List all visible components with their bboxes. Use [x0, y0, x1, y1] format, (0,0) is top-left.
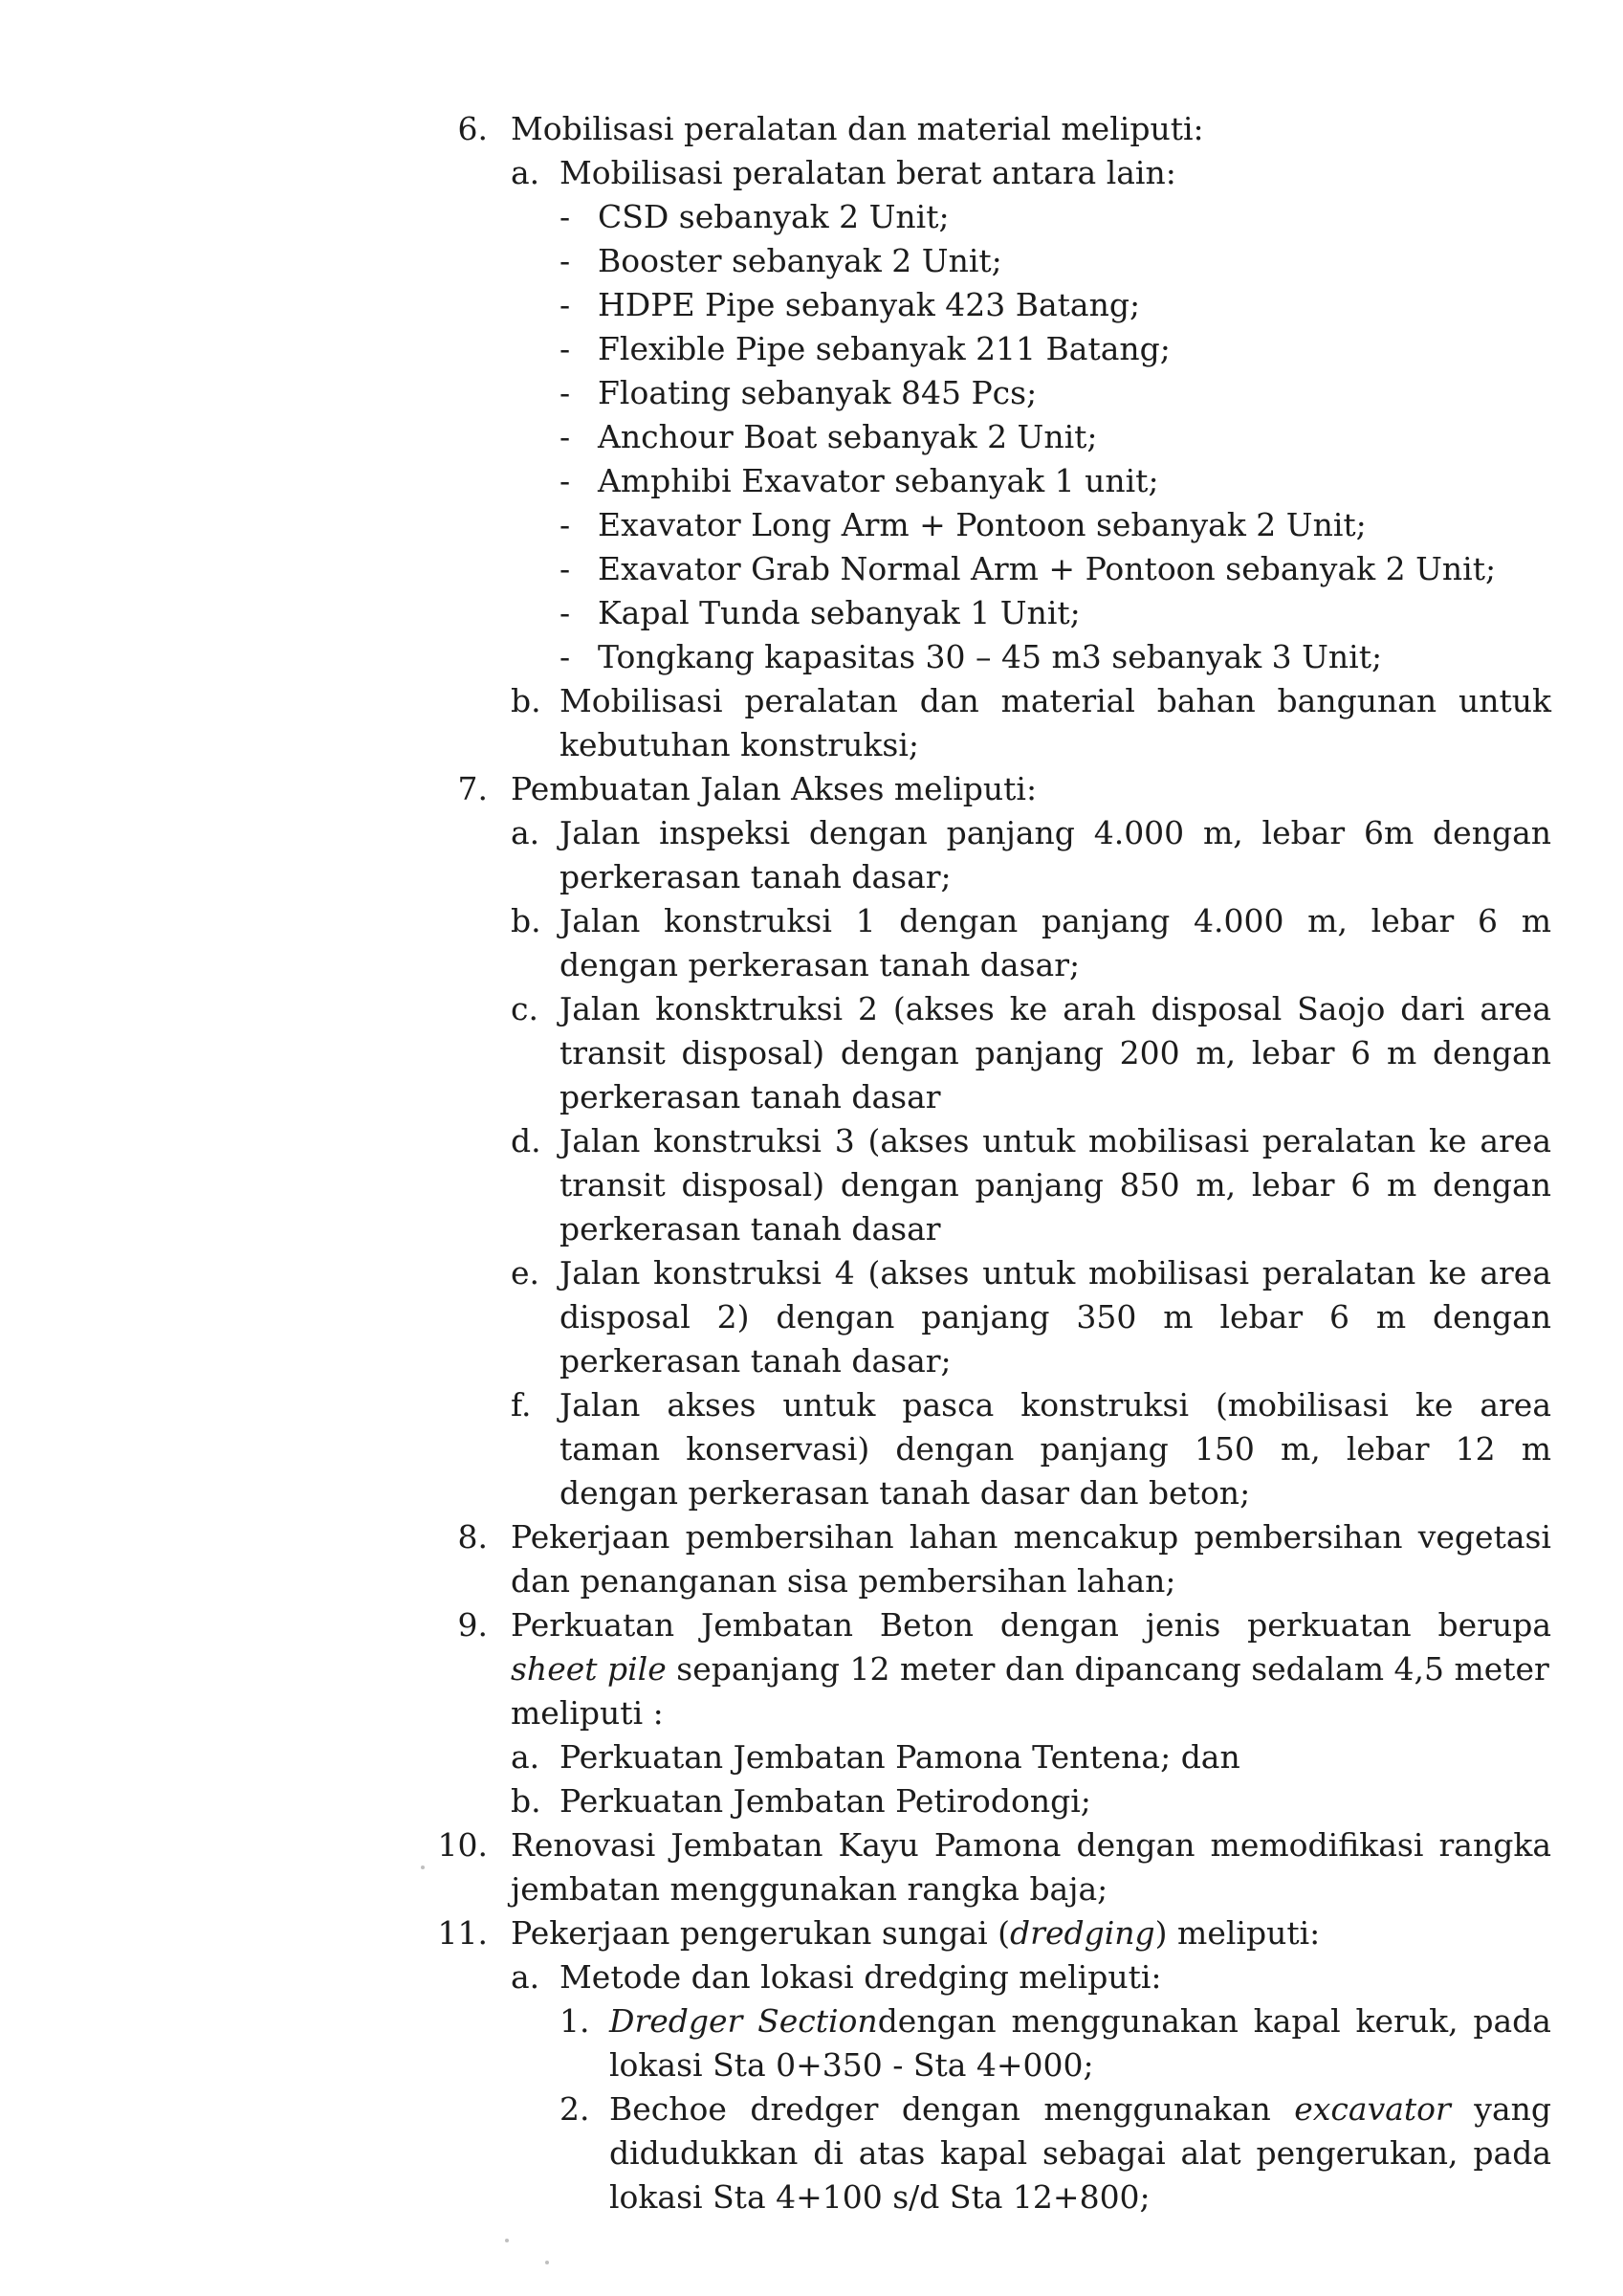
list-item: Floating sebanyak 845 Pcs; [598, 374, 1038, 411]
sub-item-text: Jalan konstruksi 3 (akses untuk mobilisasi peralatan ke area [559, 1122, 1551, 1159]
list-item: Booster sebanyak 2 Unit; [598, 242, 1002, 279]
list-item: Kapal Tunda sebanyak 1 Unit; [598, 594, 1081, 631]
list-dash: - [559, 550, 571, 587]
sub-sub-item-text: lokasi Sta 0+350 - Sta 4+000; [609, 2046, 1094, 2084]
sub-sub-item-number: 1. [559, 2002, 590, 2040]
list-dash: - [559, 594, 571, 631]
italic-term: sheet pile [511, 1650, 667, 1688]
sub-sub-item-text [609, 2087, 1551, 2131]
list-item: Amphibi Exavator sebanyak 1 unit; [598, 462, 1159, 499]
item-text: Perkuatan Jembatan Beton dengan jenis perkuatan berupa [511, 1606, 1551, 1644]
item-text: Renovasi Jembatan Kayu Pamona dengan memodifikasi rangka [511, 1826, 1551, 1864]
sub-item-text: Mobilisasi peralatan dan material bahan bangunan untuk [559, 682, 1551, 719]
sub-item-text: transit disposal) dengan panjang 200 m, lebar 6 m dengan [559, 1034, 1551, 1071]
item-text-rest: sepanjang 12 meter dan dipancang sedalam 4,5 meter [666, 1650, 1549, 1688]
sub-sub-item-text: didudukkan di atas kapal sebagai alat pengerukan, pada [609, 2134, 1551, 2172]
item-number: 7. [457, 770, 488, 807]
sub-item-text: perkerasan tanah dasar; [559, 1342, 952, 1380]
sub-item-text: Perkuatan Jembatan Petirodongi; [559, 1782, 1091, 1820]
sub-item-text: kebutuhan konstruksi; [559, 726, 920, 763]
sub-sub-item-pre: Bechoe dredger dengan menggunakan [609, 2090, 1295, 2128]
sub-item-text: transit disposal) dengan panjang 850 m, lebar 6 m dengan [559, 1166, 1551, 1203]
item-text: meliputi : [511, 1694, 664, 1732]
sub-sub-item-number: 2. [559, 2090, 590, 2128]
sub-item-label: a. [511, 814, 540, 851]
item-text-post: ) meliputi: [1154, 1914, 1321, 1952]
italic-term: Dredger Section [609, 2002, 878, 2040]
sub-item-text: perkerasan tanah dasar [559, 1078, 941, 1115]
sub-sub-item-text: lokasi Sta 4+100 s/d Sta 12+800; [609, 2178, 1151, 2216]
sub-item-text: Mobilisasi peralatan berat antara lain: [559, 154, 1176, 191]
item-text: dan penanganan sisa pembersihan lahan; [511, 1562, 1176, 1600]
sub-sub-item-text [609, 1999, 1551, 2043]
sub-item-text: Perkuatan Jembatan Pamona Tentena; dan [559, 1738, 1240, 1776]
item-text: Pekerjaan pembersihan lahan mencakup pembersihan vegetasi [511, 1518, 1551, 1556]
sub-item-label: e. [511, 1254, 540, 1292]
item-text-pre: Pekerjaan pengerukan sungai ( [511, 1914, 1011, 1952]
sub-item-text: Metode dan lokasi dredging meliputi: [559, 1958, 1162, 1996]
item-text: jembatan menggunakan rangka baja; [511, 1870, 1108, 1908]
sub-item-text: Jalan konstruksi 1 dengan panjang 4.000 m, lebar 6 m [559, 902, 1551, 939]
list-dash: - [559, 242, 571, 279]
item-number: 10. [437, 1826, 488, 1864]
sub-item-text: Jalan inspeksi dengan panjang 4.000 m, lebar 6m dengan [559, 814, 1551, 851]
item-number: 8. [457, 1518, 488, 1556]
scan-speck [505, 2239, 509, 2242]
list-item: Exavator Grab Normal Arm + Pontoon sebanyak 2 Unit; [598, 550, 1497, 587]
sub-item-text: taman konservasi) dengan panjang 150 m, lebar 12 m [559, 1430, 1551, 1468]
item-number: 11. [437, 1914, 488, 1952]
sub-item-label: d. [511, 1122, 541, 1159]
sub-item-text: Jalan konsktruksi 2 (akses ke arah disposal Saojo dari area [559, 990, 1551, 1027]
item-text: Mobilisasi peralatan dan material meliputi: [511, 110, 1204, 147]
sub-item-label: a. [511, 154, 540, 191]
italic-term: excavator [1294, 2090, 1451, 2128]
item-text [511, 1911, 1320, 1955]
sub-item-label: f. [511, 1386, 532, 1424]
list-item: Exavator Long Arm + Pontoon sebanyak 2 Unit; [598, 506, 1367, 543]
sub-item-label: b. [511, 682, 541, 719]
sub-item-label: c. [511, 990, 538, 1027]
sub-item-label: a. [511, 1958, 540, 1996]
list-dash: - [559, 638, 571, 675]
italic-term: dredging [1010, 1914, 1155, 1952]
list-item: CSD sebanyak 2 Unit; [598, 198, 950, 235]
list-dash: - [559, 330, 571, 367]
list-dash: - [559, 418, 571, 455]
list-item: Anchour Boat sebanyak 2 Unit; [598, 418, 1098, 455]
item-number: 6. [457, 110, 488, 147]
sub-sub-item-post: yang [1450, 2090, 1552, 2128]
sub-item-label: b. [511, 902, 541, 939]
list-dash: - [559, 286, 571, 323]
scan-speck [421, 1866, 425, 1869]
sub-item-text: Jalan akses untuk pasca konstruksi (mobilisasi ke area [559, 1386, 1551, 1424]
sub-item-text: dengan perkerasan tanah dasar dan beton; [559, 1474, 1251, 1512]
sub-item-label: a. [511, 1738, 540, 1776]
list-dash: - [559, 506, 571, 543]
item-text [511, 1647, 1549, 1691]
sub-item-text: perkerasan tanah dasar; [559, 858, 952, 895]
item-text: Pembuatan Jalan Akses meliputi: [511, 770, 1038, 807]
sub-sub-item-rest: dengan menggunakan kapal keruk, pada [877, 2002, 1551, 2040]
list-item: Tongkang kapasitas 30 – 45 m3 sebanyak 3 Unit; [598, 638, 1383, 675]
sub-item-text: Jalan konstruksi 4 (akses untuk mobilisasi peralatan ke area [559, 1254, 1551, 1292]
sub-item-text: disposal 2) dengan panjang 350 m lebar 6 m dengan [559, 1298, 1551, 1336]
list-item: HDPE Pipe sebanyak 423 Batang; [598, 286, 1141, 323]
sub-item-text: dengan perkerasan tanah dasar; [559, 946, 1081, 983]
list-item: Flexible Pipe sebanyak 211 Batang; [598, 330, 1171, 367]
scan-speck [545, 2261, 549, 2264]
item-number: 9. [457, 1606, 488, 1644]
sub-item-label: b. [511, 1782, 541, 1820]
list-dash: - [559, 462, 571, 499]
list-dash: - [559, 374, 571, 411]
list-dash: - [559, 198, 571, 235]
sub-item-text: perkerasan tanah dasar [559, 1210, 941, 1247]
